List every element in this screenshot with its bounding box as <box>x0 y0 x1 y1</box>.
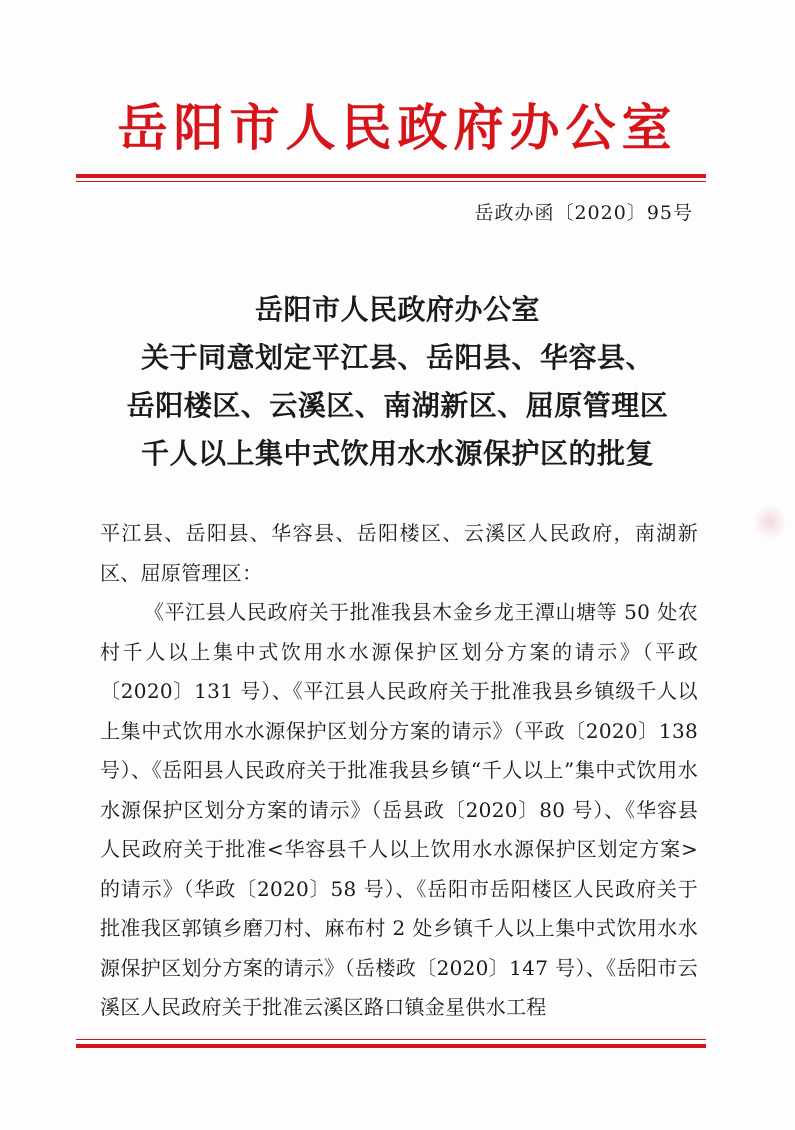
salutation: 平江县、岳阳县、华容县、岳阳楼区、云溪区人民政府，南湖新区、屈原管理区： <box>100 521 698 585</box>
title-line: 千人以上集中式饮用水水源保护区的批复 <box>140 437 654 470</box>
issuer-header: 岳阳市人民政府办公室 <box>117 98 678 157</box>
header-red-rule-thick <box>76 174 706 178</box>
body-paragraph: 《平江县人民政府关于批准我县木金乡龙王潭山塘等 50 处农村千人以上集中式饮用水水源保护区划分方案的请示》（平政〔2020〕131 号）、《平江县人民政府关于批准我县乡镇级千人以上集中式饮用水水源保护区划分方案的请示》（平政〔2020〕138 号）、《岳阳县人民政府关于批准我县乡镇“千人以上”集中式饮用水水源保护区划分方案的请示》（岳县政〔2020〕80 号）、《华容县人民政府关于批准<华容县千人以上饮用水水源保护区划定方案>的请示》（华政〔2020〕58 号）、《岳阳市岳阳楼区人民政府关于批准我区郭镇乡磨刀村、麻布村 2 处乡镇千人以上集中式饮用水水源保护区划分方案的请示》（岳楼政〔2020〕147 号）、《岳阳市云溪区人民政府关于批准云溪区路口镇金星供水工程 <box>100 600 698 1019</box>
title-line: 岳阳市人民政府办公室 <box>254 293 540 326</box>
footer-red-rule-thin <box>76 1039 706 1040</box>
footer-red-rule-thick <box>76 1044 706 1048</box>
title-line: 岳阳楼区、云溪区、南湖新区、屈原管理区 <box>126 389 669 422</box>
document-number: 岳政办函〔2020〕95号 <box>474 202 693 224</box>
paper-stain <box>755 502 785 542</box>
header-red-rule-thin <box>76 181 706 182</box>
document-title <box>0 286 795 478</box>
document-body <box>100 514 698 1028</box>
title-line: 关于同意划定平江县、岳阳县、华容县、 <box>140 341 654 374</box>
